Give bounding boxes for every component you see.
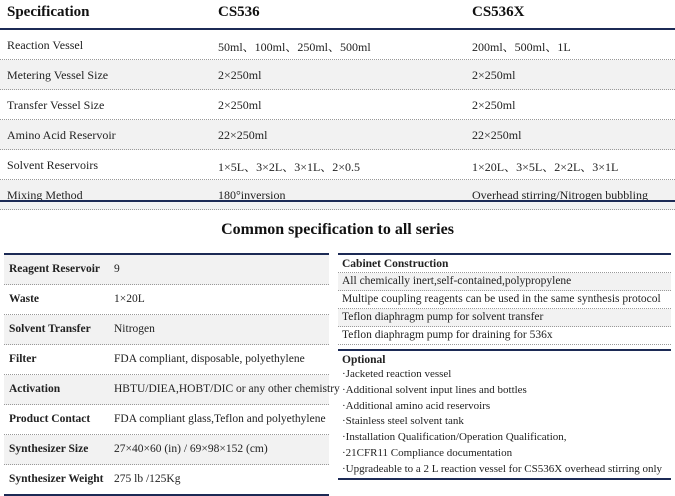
list-item: ·21CFR11 Compliance documentation <box>342 446 513 459</box>
table-row <box>4 255 329 285</box>
common-spec-table <box>4 253 340 496</box>
cabinet-title: Cabinet Construction <box>338 255 671 273</box>
row-value: 27×40×60 (in) / 69×98×152 (cm) <box>114 443 268 455</box>
list-item: ·Additional amino acid reservoirs <box>342 399 491 412</box>
row-label: Reagent Reservoir <box>9 263 101 275</box>
list-item: Multipe coupling reagents can be used in the same synthesis protocol <box>338 291 671 309</box>
row-label: Solvent Transfer <box>9 323 91 335</box>
cs536-value: 50ml、100ml、250ml、500ml <box>218 40 371 54</box>
row-label: Mixing Method <box>7 188 83 202</box>
cs536-value: 22×250ml <box>218 128 268 142</box>
list-item: ·Jacketed reaction vessel <box>342 368 452 380</box>
cs536x-value: 1×20L、3×5L、2×2L、3×1L <box>472 160 619 174</box>
optional-title: Optional <box>342 354 386 366</box>
cs536-value: 2×250ml <box>218 68 262 82</box>
cabinet-construction-box <box>338 253 671 345</box>
table-row <box>0 30 675 60</box>
row-value: Nitrogen <box>114 323 155 335</box>
row-label: Filter <box>9 353 37 365</box>
table-row <box>4 345 329 375</box>
specification-table <box>0 0 675 210</box>
table-row <box>4 435 329 465</box>
list-item: ·Stainless steel solvent tank <box>342 415 464 428</box>
row-label: Waste <box>9 293 40 305</box>
cs536x-value: 200ml、500ml、1L <box>472 40 571 54</box>
cs536-value: 1×5L、3×2L、3×1L、2×0.5 <box>218 160 361 174</box>
row-value: 1×20L <box>114 293 145 305</box>
list-item: All chemically inert,self-contained,polypropylene <box>338 273 671 291</box>
divider <box>0 200 675 202</box>
table-row <box>0 120 675 150</box>
table-row <box>4 375 340 405</box>
row-value: HBTU/DIEA,HOBT/DIC or any other chemistry <box>114 383 340 395</box>
row-label: Metering Vessel Size <box>7 68 109 82</box>
list-item: ·Additional solvent input lines and bottles <box>342 383 527 396</box>
header-cs536x: CS536X <box>472 4 525 20</box>
cs536x-value: Overhead stirring/Nitrogen bubbling <box>472 188 648 202</box>
cs536x-value: 2×250ml <box>472 98 516 112</box>
optional-box <box>338 349 671 480</box>
header-cs536: CS536 <box>218 4 260 20</box>
table-row <box>0 180 675 210</box>
row-label: Synthesizer Size <box>9 443 89 455</box>
table-row <box>0 90 675 120</box>
row-label: Activation <box>9 383 61 395</box>
common-spec-title: Common specification to all series <box>221 221 454 238</box>
table-row <box>4 405 329 435</box>
row-label: Transfer Vessel Size <box>7 98 105 112</box>
row-value: FDA compliant, disposable, polyethylene <box>114 353 305 365</box>
cs536x-value: 22×250ml <box>472 128 522 142</box>
row-value: 9 <box>114 263 120 275</box>
cs536x-value: 2×250ml <box>472 68 516 82</box>
list-item: Teflon diaphragm pump for solvent transfer <box>338 309 671 327</box>
row-label: Reaction Vessel <box>7 38 84 52</box>
table-row <box>0 150 675 180</box>
cs536-value: 2×250ml <box>218 98 262 112</box>
row-label: Solvent Reservoirs <box>7 158 98 172</box>
table-row <box>0 60 675 90</box>
row-label: Product Contact <box>9 413 91 425</box>
row-value: 275 lb /125Kg <box>114 473 181 485</box>
specification-header <box>0 0 675 30</box>
table-row <box>4 465 329 496</box>
table-row <box>4 315 329 345</box>
row-label: Synthesizer Weight <box>9 473 104 485</box>
row-value: FDA compliant glass,Teflon and polyethylene <box>114 413 326 425</box>
list-item: ·Upgradeable to a 2 L reaction vessel for CS536X overhead stirring only <box>342 462 663 475</box>
list-item: Teflon diaphragm pump for draining for 536x <box>338 327 671 345</box>
specification-rows <box>0 30 675 210</box>
table-row <box>4 285 329 315</box>
row-label: Amino Acid Reservoir <box>7 128 116 142</box>
list-item: ·Installation Qualification/Operation Qualification, <box>342 431 567 444</box>
cs536-value: 180°inversion <box>218 188 286 202</box>
header-specification: Specification <box>7 4 90 20</box>
cabinet-list <box>338 273 671 345</box>
